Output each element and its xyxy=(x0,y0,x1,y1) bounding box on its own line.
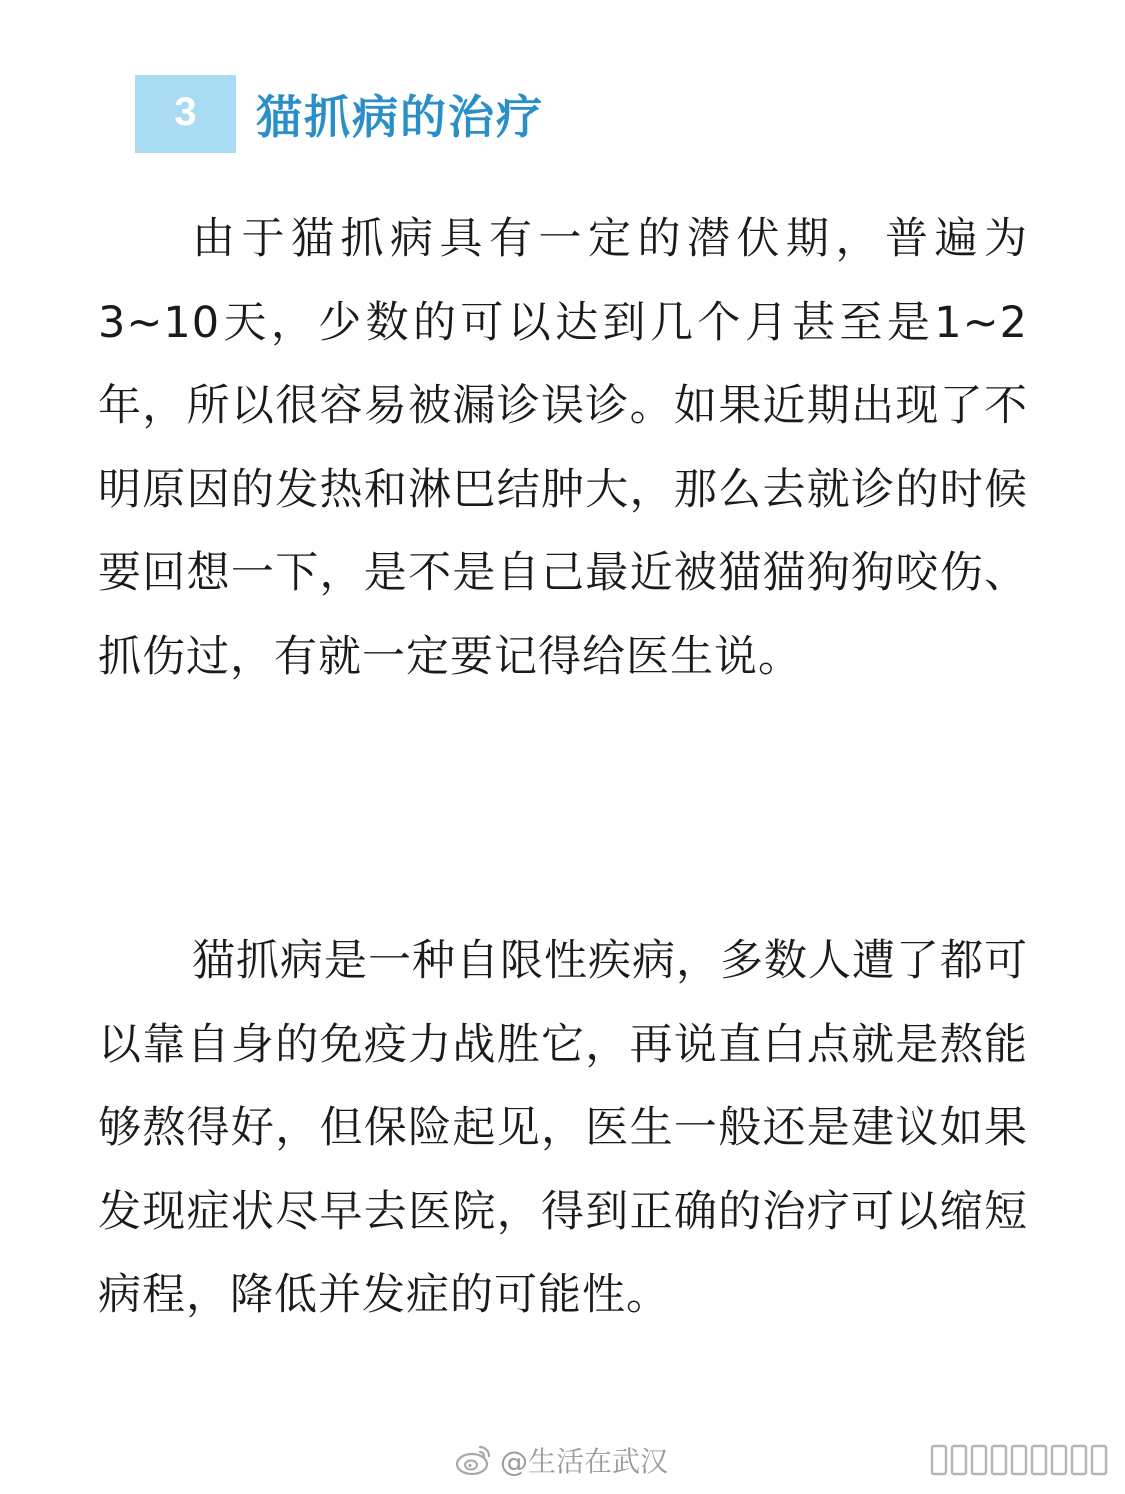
section-title: 猫抓病的治疗 xyxy=(256,90,544,144)
body-paragraph-1: 由于猫抓病具有一定的潜伏期，普遍为3~10天，少数的可以达到几个月甚至是1~2年，所以很容易被漏诊误诊。如果近期出现了不明原因的发热和淋巴结肿大，那么去就诊的时候要回想一下，是不是自己最近被猫猫狗狗咬伤、抓伤过，有就一定要记得给医生说。 xyxy=(98,214,1028,682)
watermark xyxy=(452,1438,668,1482)
section-number-badge: 3 xyxy=(135,75,236,153)
watermark-barcode-mark xyxy=(930,1438,1120,1482)
section-header xyxy=(135,75,544,153)
weibo-logo-icon xyxy=(452,1438,496,1482)
watermark-text: @生活在武汉 xyxy=(500,1445,669,1478)
body-paragraph-2: 猫抓病是一种自限性疾病，多数人遭了都可以靠自身的免疫力战胜它，再说直白点就是熬能够熬得好，但保险起见，医生一般还是建议如果发现症状尽早去医院，得到正确的治疗可以缩短病程，降低并发症的可能性。 xyxy=(98,936,1028,1320)
